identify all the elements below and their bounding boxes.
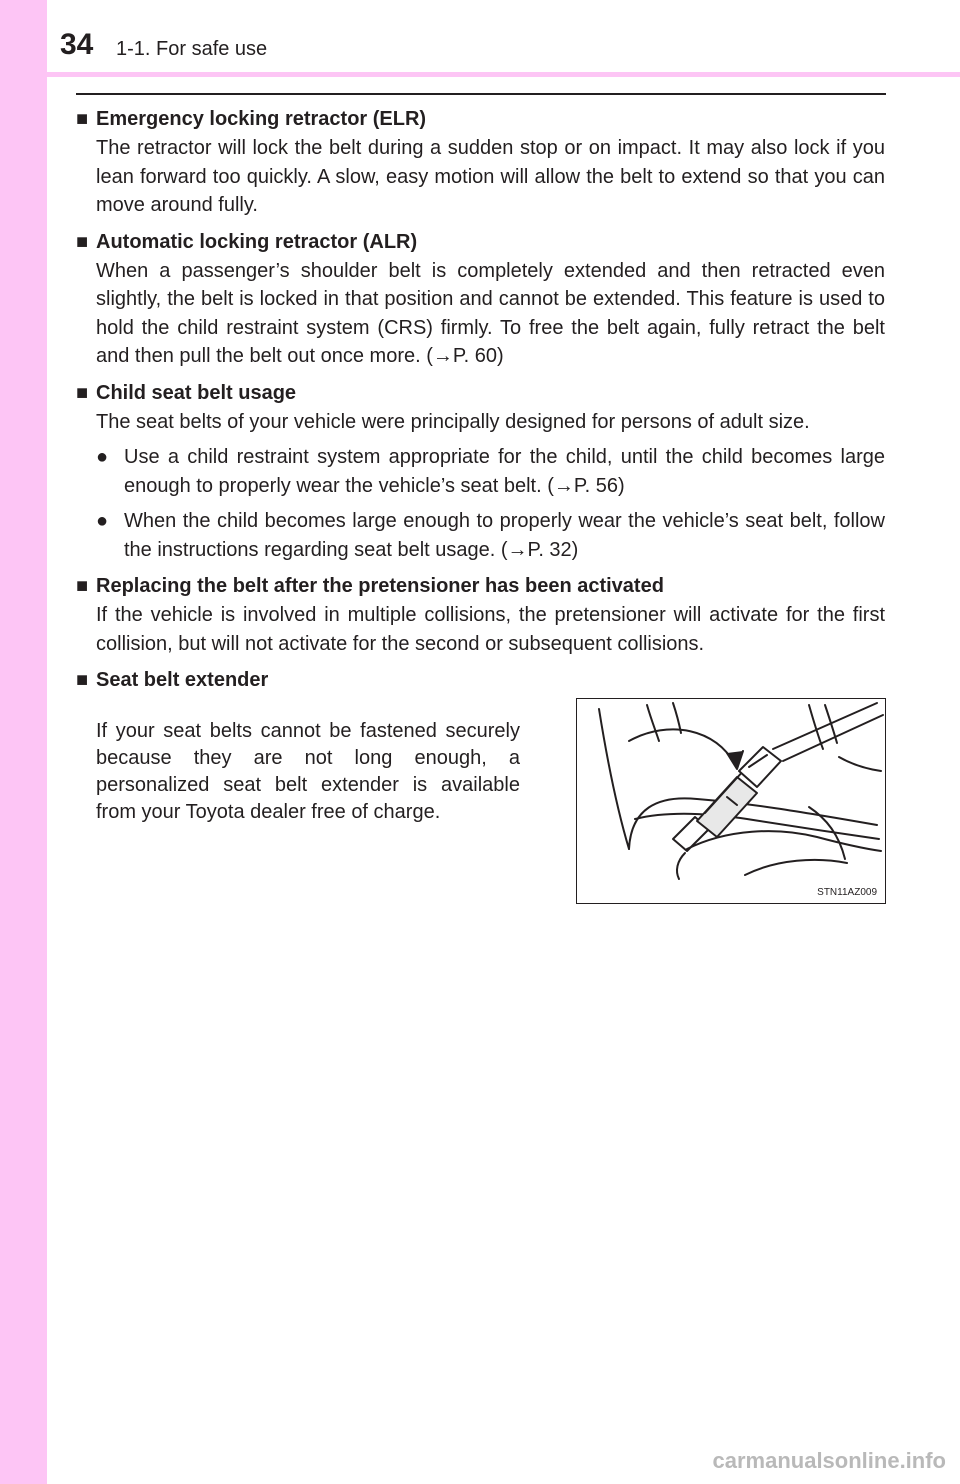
page-content [76,104,886,904]
content-top-rule [76,93,886,95]
figure-caption: STN11AZ009 [817,887,877,898]
section-title: 1-1. For safe use [116,38,268,60]
square-bullet-icon: ■ [76,108,89,130]
watermark: carmanualsonline.info [712,1448,946,1473]
page-number: 34 [60,28,94,61]
heading-seat-belt-extender [76,665,886,695]
list-item-text: When the child becomes large enough to properly wear the vehicle’s seat belt, follow the instructions regarding seat belt usage. (→P. 32) [124,510,885,561]
heading-text: Emergency locking retractor (ELR) [96,108,427,130]
heading-elr [76,104,886,134]
square-bullet-icon: ■ [76,230,89,253]
chapter-side-band [0,0,47,1484]
list-item [96,507,885,564]
paragraph-seat-belt-extender: If your seat belts cannot be fastened securely because they are not long enough, a personalized seat belt extender is available from your Toyota dealer free of charge. [96,720,520,823]
header-side-tab [0,0,47,72]
list-item [96,443,885,500]
paragraph-elr: The retractor will lock the belt during a sudden stop or on impact. It may also lock if you lean forward too quickly. A slow, easy motion will allow the belt to extend so that you can move around fully. [96,137,885,216]
paragraph-child-seat-belt: The seat belts of your vehicle were principally designed for persons of adult size. [96,410,810,433]
heading-child-seat-belt [76,378,886,408]
square-bullet-icon: ■ [76,669,89,691]
heading-text: Child seat belt usage [96,381,297,404]
square-bullet-icon: ■ [76,381,89,404]
heading-text: Automatic locking retractor (ALR) [96,230,418,253]
square-bullet-icon: ■ [76,575,89,597]
paragraph-replacing-belt: If the vehicle is involved in multiple collisions, the pretensioner will activate for the first collision, but will not activate for the second or subsequent collisions. [96,604,885,655]
heading-replacing-belt [76,571,886,601]
heading-alr [76,227,886,257]
dot-bullet-icon: ● [96,446,109,468]
heading-text: Seat belt extender [96,669,269,691]
dot-bullet-icon: ● [96,510,109,532]
seat-belt-illustration [577,699,885,903]
seat-belt-extender-figure [576,698,886,904]
extender-row [76,698,886,904]
header-rule [0,72,960,77]
list-item-text: Use a child restraint system appropriate for the child, until the child becomes large enough to properly wear the vehicle’s seat belt. (→P. 56) [124,446,885,497]
paragraph-alr: When a passenger’s shoulder belt is completely extended and then retracted even slightly, the belt is locked in that position and cannot be extended. This feature is used to hold the child restraint system (CRS) firmly. To free the belt again, fully retract the belt and then pull the belt out once more. (→P. 60) [96,259,885,367]
heading-text: Replacing the belt after the pretensioner has been activated [96,575,664,597]
